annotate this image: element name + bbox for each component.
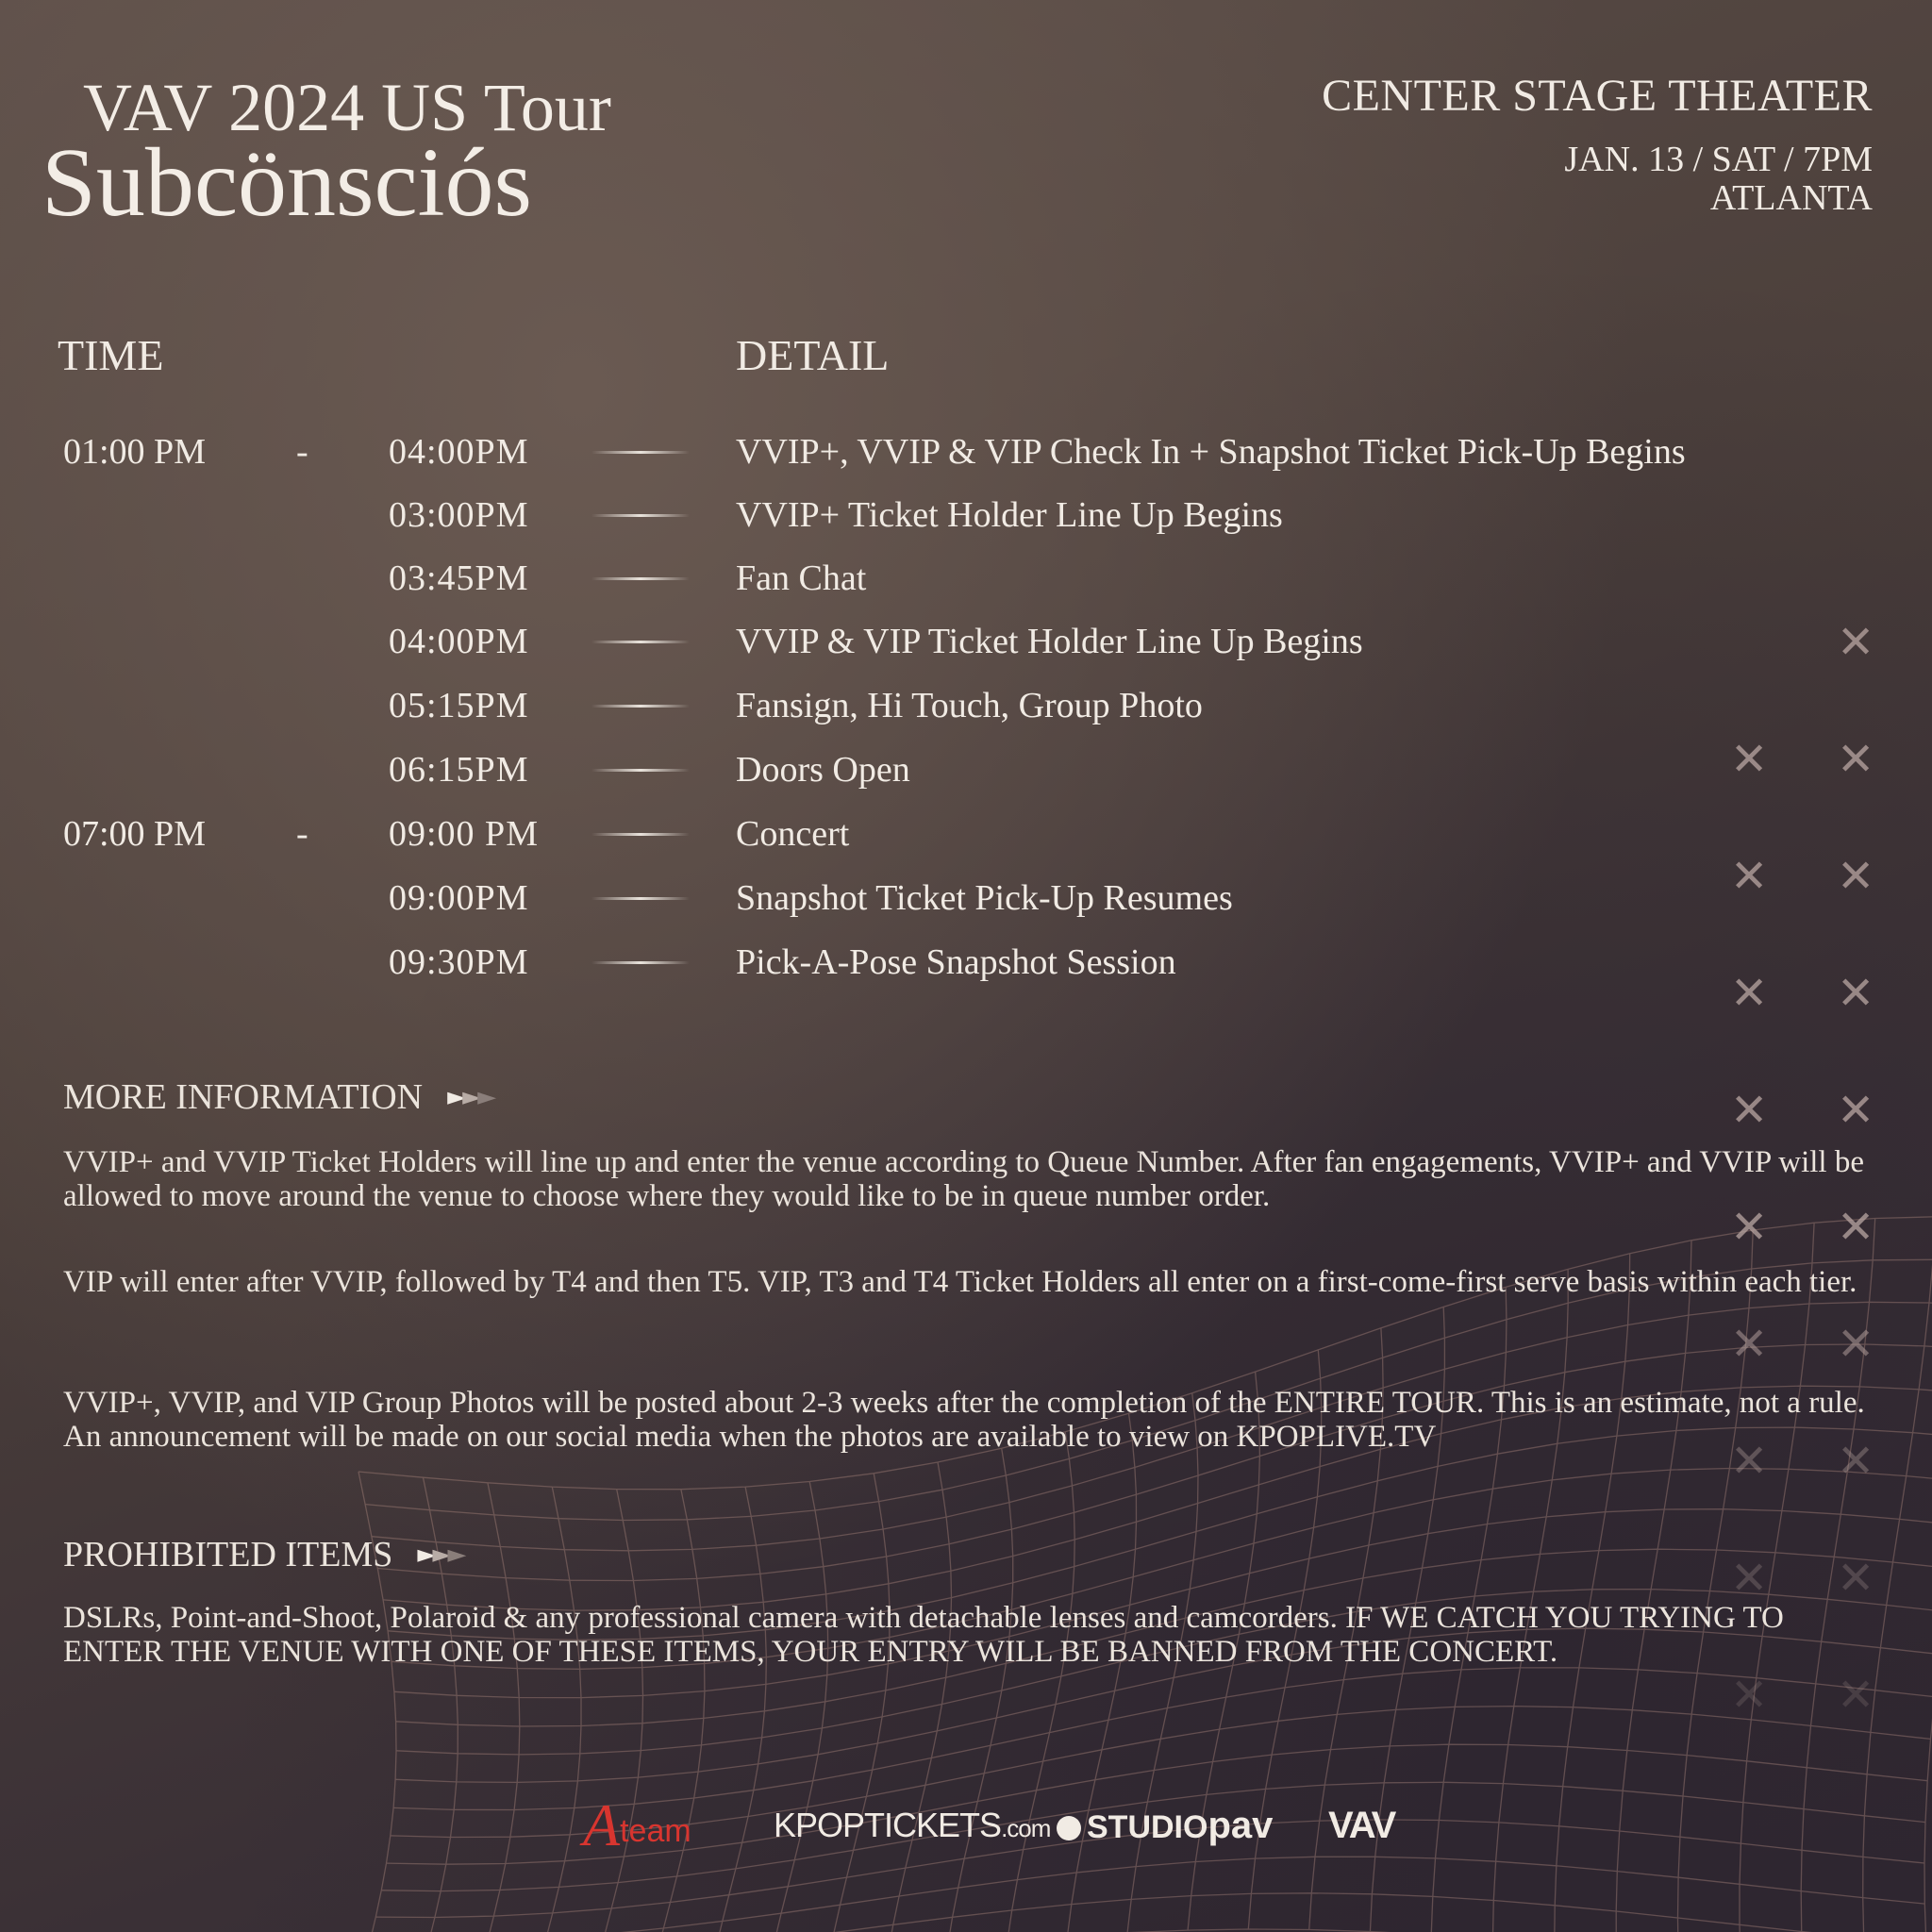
info-paragraph: VVIP+, VVIP, and VIP Group Photos will be posted about 2-3 weeks after the completion of the ENTIRE TOUR. This is an estimate, not a rule. An announcement will be made on our social media when the photos are available to view on KPOPLIVE.TV [63,1386,1865,1454]
wave-grid-line [828,1474,890,1932]
cross-icon: ✕ [1837,616,1875,669]
schedule-row [0,874,1932,922]
time: 04:00PM [389,622,529,661]
kpoptickets-logo [774,1797,1050,1854]
cross-icon: ✕ [1730,850,1769,903]
wave-grid-line [474,1483,520,1932]
schedule-row [0,810,1932,858]
time: 09:30PM [389,942,529,982]
cross-icon: ✕ [1837,1435,1875,1488]
schedule-row [0,491,1932,539]
studiopav-logo-pav: pav [1208,1805,1274,1846]
separator-line [591,833,690,836]
cross-icon: ✕ [1730,1084,1769,1137]
album-title: Subcönsciós [42,128,532,237]
venue-name: CENTER STAGE THEATER [1322,71,1873,121]
wave-grid-line [363,1893,1926,1932]
separator-line [591,451,690,454]
tour-title: VAV 2024 US Tour [83,70,611,145]
cross-icon: ✕ [1730,967,1769,1020]
arrow-icons [417,1541,462,1569]
schedule-row [0,939,1932,986]
wave-grid-line [769,1482,828,1932]
separator-line [591,961,690,964]
cross-icon: ✕ [1837,1669,1875,1722]
detail: VVIP & VIP Ticket Holder Line Up Begins [736,622,1363,661]
cross-icon: ✕ [1837,1201,1875,1254]
cross-icon: ✕ [1837,1318,1875,1371]
detail: Concert [736,814,850,854]
time: 06:15PM [389,750,529,790]
start-time: 01:00 PM [63,432,206,472]
vav-logo: VAV [1328,1805,1395,1846]
cross-icon: ✕ [1837,1552,1875,1605]
info-paragraph: VIP will enter after VVIP, followed by T4 and then T5. VIP, T3 and T4 Ticket Holders all enter on a first-come-first serve basis within each tier. [63,1265,1857,1299]
separator-line [591,514,690,517]
event-date: JAN. 13 / SAT / 7PM [1564,140,1873,179]
kpoptickets-logo-text: KPOPTICKETS [774,1806,1002,1844]
time: 09:00PM [389,878,529,918]
cross-icon: ✕ [1730,1669,1769,1722]
schedule-row [0,428,1932,475]
studiopav-logo [1057,1797,1273,1854]
cross-icon: ✕ [1837,967,1875,1020]
studiopav-dot-icon [1057,1816,1081,1840]
wave-grid-line [533,1487,581,1932]
cross-icon: ✕ [1837,1084,1875,1137]
ateam-logo-text: team [620,1813,691,1849]
schedule-row [0,555,1932,602]
separator-line [591,641,690,643]
arrow-icons [447,1083,492,1111]
wave-grid-line [377,1344,1932,1581]
more-information-heading [63,1079,492,1115]
detail: Snapshot Ticket Pick-Up Resumes [736,878,1233,918]
prohibited-items-text: DSLRs, Point-and-Shoot, Polaroid & any professional camera with detachable lenses and camcorders. IF WE CATCH YOU TRYING TO ENTER THE VENUE WITH ONE OF THESE ITEMS, YOUR ENTRY WILL BE BANNED FROM THE CONCERT. [63,1601,1784,1669]
prohibited-items-label: PROHIBITED ITEMS [63,1535,393,1574]
range-dash: - [296,432,308,472]
wave-grid-line [1924,1218,1932,1932]
arrow-icon: ► [477,1083,493,1111]
detail: Fansign, Hi Touch, Group Photo [736,686,1203,725]
info-paragraph: VVIP+ and VVIP Ticket Holders will line up and enter the venue according to Queue Number. After fan engagements, VVIP+ and VVIP will be allowed to move around the venue to choose where they would like to be in queue number order. [63,1145,1864,1213]
range-dash: - [296,814,308,854]
wave-grid-line [651,1490,705,1932]
schedule-row [0,746,1932,793]
arrow-icon: ► [432,1541,448,1569]
time: 03:00PM [389,495,529,535]
schedule-row [0,616,1932,669]
cross-icon: ✕ [1730,1435,1769,1488]
time: 09:00 PM [389,814,539,854]
arrow-icon: ► [417,1541,433,1569]
wave-grid-line [370,1857,1925,1932]
separator-line [591,897,690,900]
wave-grid-line [1008,1432,1074,1932]
cross-icon: ✕ [1837,850,1875,903]
wave-grid-line [591,1490,642,1932]
detail: Pick-A-Pose Snapshot Session [736,942,1176,982]
detail: VVIP+ Ticket Holder Line Up Begins [736,495,1283,535]
arrow-icon: ► [447,1083,463,1111]
time: 04:00PM [389,432,529,472]
ateam-logo [583,1791,691,1858]
detail: Doors Open [736,750,910,790]
time: 05:15PM [389,686,529,725]
more-information-label: MORE INFORMATION [63,1077,424,1117]
cross-icon: ✕ [1730,1201,1769,1254]
event-city: ATLANTA [1709,178,1873,218]
separator-line [591,705,690,708]
start-time: 07:00 PM [63,814,206,854]
detail-column-heading: DETAIL [736,331,890,379]
studiopav-logo-text: STUDIO [1087,1809,1208,1845]
time-column-heading: TIME [58,331,164,379]
detail: VVIP+, VVIP & VIP Check In + Snapshot Ticket Pick-Up Begins [736,432,1686,472]
cross-icon: ✕ [1837,733,1875,786]
separator-line [591,769,690,772]
ateam-logo-letter: A [583,1791,621,1858]
cross-icon: ✕ [1730,1318,1769,1371]
prohibited-items-heading [63,1537,462,1573]
arrow-icon: ► [462,1083,478,1111]
kpoptickets-logo-tld: .com [1001,1814,1051,1842]
detail: Fan Chat [736,558,867,598]
cross-icon: ✕ [1730,733,1769,786]
cross-icon: ✕ [1730,1552,1769,1605]
schedule-row [0,682,1932,729]
arrow-icon: ► [447,1541,463,1569]
separator-line [591,577,690,580]
time: 03:45PM [389,558,529,598]
wave-grid-line [888,1462,951,1932]
